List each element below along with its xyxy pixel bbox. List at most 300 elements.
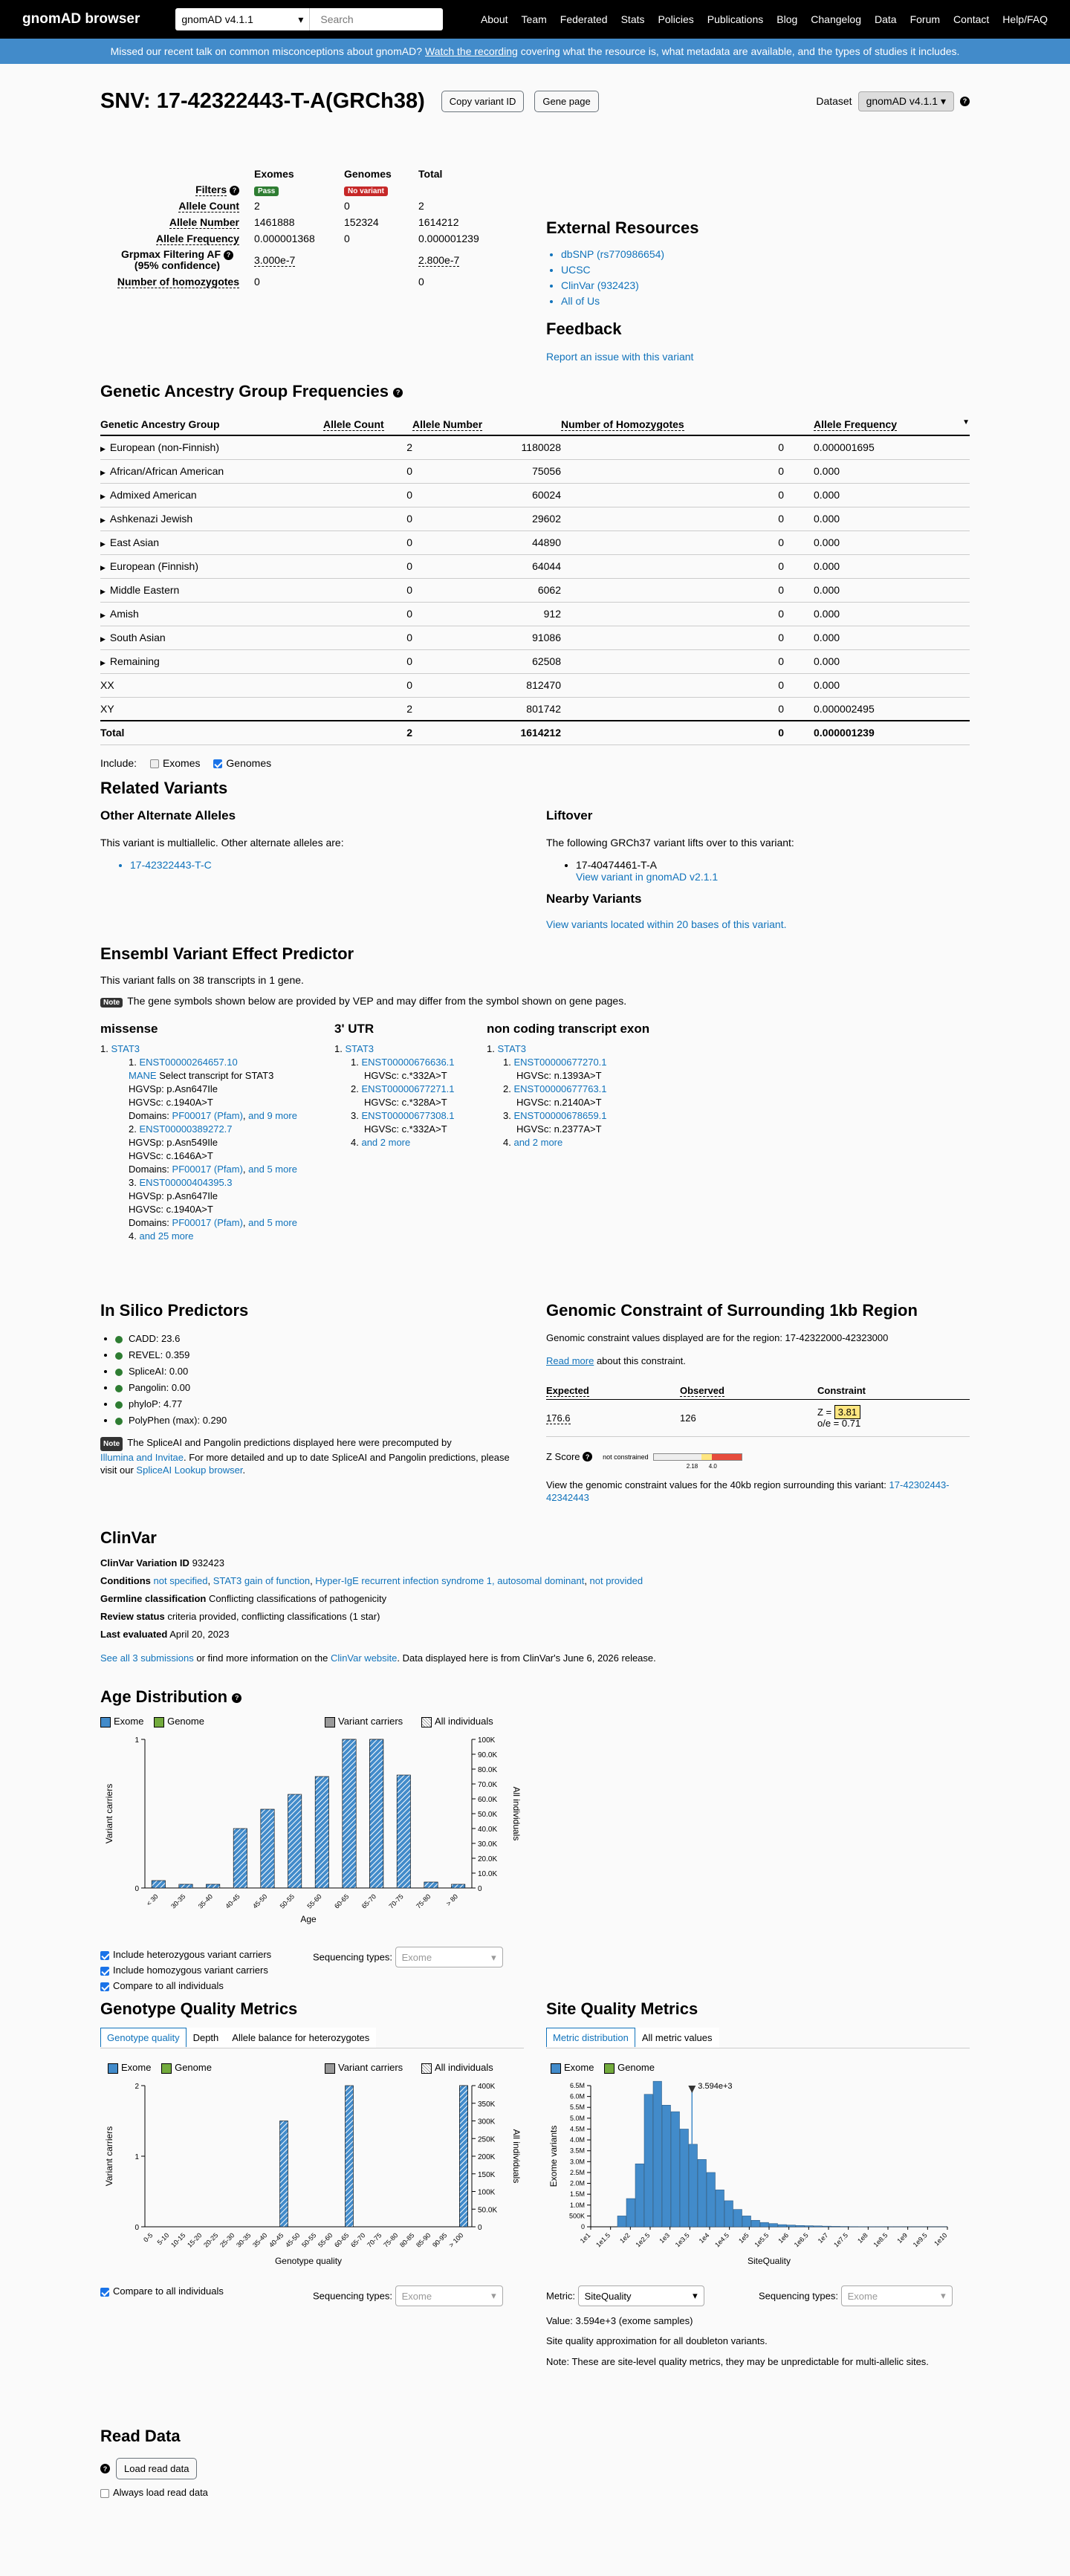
section-title: Feedback <box>546 319 698 339</box>
main-content <box>0 86 1070 2576</box>
cell: 0 <box>561 673 784 697</box>
y2-tick-label: 0 <box>478 2224 482 2232</box>
condition-link[interactable]: not specified <box>154 1575 208 1586</box>
table-row[interactable] <box>100 459 970 483</box>
compare-all-checkbox[interactable] <box>100 2288 109 2297</box>
x-tick-label: 1e1.5 <box>594 2231 612 2248</box>
x-tick-label: 35-40 <box>251 2231 268 2248</box>
expand-caret-icon[interactable]: ▶ <box>100 516 106 524</box>
col-header[interactable]: Allele Frequency <box>814 418 897 431</box>
table-row[interactable] <box>100 578 970 602</box>
help-icon[interactable]: ? <box>100 2464 110 2473</box>
y-tick-label: 2 <box>134 2083 139 2091</box>
vep-section <box>100 944 970 1008</box>
cell: 2 <box>418 198 508 214</box>
gq-chart <box>100 2078 524 2279</box>
x-tick-label: 45-50 <box>251 1892 268 1910</box>
cell: 0 <box>323 602 412 626</box>
y2-tick-label: 40.0K <box>478 1826 497 1834</box>
help-icon[interactable]: ? <box>583 1452 592 1461</box>
x-tick-label: 1e7.5 <box>832 2231 849 2248</box>
y-tick-label: 0 <box>134 2224 139 2232</box>
gene-link[interactable]: STAT3 <box>111 1043 140 1054</box>
transcript-link[interactable]: ENST00000677271.1 <box>361 1083 454 1094</box>
sort-desc-icon[interactable]: ▼ <box>962 418 970 426</box>
announcement-banner: Missed our recent talk on common misconceptions about gnomAD? Watch the recording covering what the resource is, what metadata are available, and the types of studies it includes. <box>0 39 1070 64</box>
exomes-checkbox[interactable] <box>150 759 159 768</box>
cell: 0 <box>323 626 412 649</box>
transcript-link[interactable]: ENST00000404395.3 <box>139 1177 232 1188</box>
z-score-bar: Z Score ? not constrained 2.18 4.0 <box>546 1446 970 1468</box>
section-title: Age Distribution ? <box>100 1687 524 1707</box>
cell: 0.000 <box>784 507 970 531</box>
histogram-bar <box>724 2201 733 2227</box>
y2-tick-label: 300K <box>478 2118 496 2126</box>
condition-link[interactable]: STAT3 gain of function <box>213 1575 310 1586</box>
expand-caret-icon[interactable]: ▶ <box>100 588 106 595</box>
x-tick-label: 1e4.5 <box>713 2231 730 2248</box>
nav-link[interactable]: Forum <box>910 13 940 25</box>
chevron-down-icon: ▾ <box>941 2290 946 2302</box>
expand-caret-icon[interactable]: ▶ <box>100 493 106 500</box>
y2-axis-label: All individuals <box>511 2129 522 2184</box>
x-tick-label: 75-80 <box>382 2231 399 2248</box>
cell: 0.000001368 <box>254 230 344 247</box>
transcript-link[interactable]: ENST00000389272.7 <box>139 1123 232 1135</box>
cell: 0.000 <box>784 626 970 649</box>
nav-link[interactable]: Blog <box>776 13 797 25</box>
metric-note: Note: These are site-level quality metrics, they may be unpredictable for multi-allelic sites. <box>546 2355 970 2369</box>
missense-column: missense 1. STAT3 1. ENST00000264657.10 MANE Select transcript for STAT3 HGVSp: p.Asn647Ile HGVSc: c.1940A>T Domains: PF00017 (Pfam), and 9 more 2. ENST00000389272.7 HGVSp: p.Asn549Ile HGVSc: c.1646A>T Domains: PF00017 (Pfam), and 5 more 3. ENST00000404395.3 HGVSp: p.Asn647Ile HGVSc: c.1940A>T Domains: PF00017 (Pfam), and 5 more 4. and 25 more <box>100 1022 331 1243</box>
y-tick-label: 4.0M <box>570 2136 585 2144</box>
cell: 0 <box>561 721 784 744</box>
all-individuals-bar <box>179 1884 192 1888</box>
predictor-item: • PolyPhen (max): 0.290 <box>115 1412 516 1429</box>
row-label: Number of homozygotes <box>117 276 239 288</box>
all-individuals-bar <box>152 1881 165 1888</box>
carrier-bar <box>460 2086 468 2227</box>
section-title: Genotype Quality Metrics <box>100 1999 524 2019</box>
table-row[interactable] <box>100 602 970 626</box>
cell: 0 <box>323 578 412 602</box>
expand-caret-icon[interactable]: ▶ <box>100 635 106 643</box>
homozygous-checkbox[interactable] <box>100 1967 109 1976</box>
x-tick-label: 50-55 <box>300 2231 317 2248</box>
x-tick-label: 50-55 <box>279 1892 296 1910</box>
cell: 0.000 <box>784 578 970 602</box>
x-tick-label: 60-65 <box>333 2231 350 2248</box>
domain-link[interactable]: PF00017 (Pfam) <box>172 1110 243 1121</box>
nav-link[interactable]: Team <box>522 13 547 25</box>
cell: 0 <box>323 531 412 554</box>
transcript-link[interactable]: ENST00000676636.1 <box>361 1057 454 1068</box>
condition-link[interactable]: Hyper-IgE recurrent infection syndrome 1, autosomal dominant <box>315 1575 584 1586</box>
col-total: Total <box>418 166 508 181</box>
cell: 75056 <box>412 459 561 483</box>
help-icon[interactable]: ? <box>393 388 403 398</box>
cell: ▶ East Asian <box>100 531 323 554</box>
row-label: Allele Number <box>169 216 239 229</box>
x-tick-label: > 80 <box>444 1892 459 1907</box>
x-axis-label: SiteQuality <box>748 2256 791 2266</box>
genomes-checkbox[interactable] <box>213 759 222 768</box>
genome-legend-swatch <box>161 2063 172 2074</box>
col-header[interactable]: Allele Number <box>412 418 482 431</box>
predictor-item: • REVEL: 0.359 <box>115 1347 516 1363</box>
status-dot-icon <box>115 1385 123 1392</box>
cell: 812470 <box>412 673 561 697</box>
domain-link[interactable]: PF00017 (Pfam) <box>172 1164 243 1175</box>
histogram-bar <box>751 2220 760 2227</box>
chevron-down-icon: ▾ <box>491 2290 496 2302</box>
table-row[interactable] <box>100 483 970 507</box>
all-individuals-bar <box>288 1794 302 1888</box>
help-icon[interactable]: ? <box>230 186 239 195</box>
all-individuals-bar <box>261 1809 274 1888</box>
exome-legend-swatch <box>108 2063 118 2074</box>
nav-link[interactable]: Data <box>875 13 897 25</box>
col-header[interactable]: Genetic Ancestry Group <box>100 413 323 435</box>
nav-link[interactable]: Contact <box>953 13 989 25</box>
nav-link[interactable]: Stats <box>621 13 645 25</box>
all-individuals-bar <box>207 1884 220 1888</box>
y-tick-label: 3.0M <box>570 2158 585 2165</box>
help-icon[interactable]: ? <box>224 250 233 260</box>
y-axis-label: Exome variants <box>548 2126 559 2187</box>
watch-recording-link[interactable]: Watch the recording <box>425 45 518 57</box>
tab-metric-distribution[interactable]: Metric distribution <box>546 2028 635 2047</box>
note-tag: Note <box>100 998 123 1008</box>
cell: 2 <box>323 697 412 721</box>
predictor-item: • Pangolin: 0.00 <box>115 1380 516 1396</box>
cell: 0 <box>561 554 784 578</box>
help-icon[interactable]: ? <box>232 1693 241 1703</box>
histogram-bar <box>831 2226 840 2227</box>
predictor-item: • CADD: 23.6 <box>115 1331 516 1347</box>
region-link[interactable]: 17-42302443-42342443 <box>546 1479 950 1503</box>
row-label-sub: (95% confidence) <box>134 259 220 271</box>
search-input[interactable]: Search <box>309 8 443 30</box>
gene-link[interactable]: STAT3 <box>497 1043 526 1054</box>
cell: 0.000 <box>784 602 970 626</box>
cell: 0.000001239 <box>784 721 970 744</box>
cell: 0 <box>561 602 784 626</box>
liftover-text: The following GRCh37 variant lifts over to this variant: <box>546 837 962 849</box>
y-axis-label: Variant carriers <box>104 1784 114 1843</box>
exome-legend-swatch <box>551 2063 561 2074</box>
cell: 0 <box>254 273 344 290</box>
z-score-badge: 3.81 <box>834 1405 860 1419</box>
histogram-bar <box>671 2112 680 2227</box>
cell: 0 <box>344 198 418 214</box>
x-tick-label: 75-80 <box>415 1892 432 1910</box>
cell: 0 <box>323 483 412 507</box>
status-dot-icon <box>115 1401 123 1409</box>
always-load-checkbox[interactable] <box>100 2489 109 2498</box>
copy-variant-id-button[interactable]: Copy variant ID <box>441 91 525 112</box>
related-variants <box>100 779 970 798</box>
table-row[interactable] <box>100 435 970 459</box>
x-tick-label: 65-70 <box>360 1892 377 1910</box>
cell: 60024 <box>412 483 561 507</box>
tab-all-metric-values[interactable]: All metric values <box>635 2028 719 2048</box>
more-link[interactable]: and 9 more <box>248 1110 297 1121</box>
vep-note: The gene symbols shown below are provided by VEP and may differ from the symbol shown on gene pages. <box>127 995 626 1007</box>
clinvar-section: ClinVar ClinVar Variation ID 932423 Conditions not specified, STAT3 gain of function, Hyper-IgE recurrent infection syndrome 1, autosomal dominant, not provided Germline classification Conflicting classifications of pathogenicity Review status criteria provided, conflicting classifications (1 star) Last evaluated April 20, 2023 See all 3 submissions or find more information on the ClinVar website. Data displayed here is from ClinVar's June 6, 2026 release. <box>100 1529 970 1667</box>
cell: ▶ African/African American <box>100 459 323 483</box>
section-title: Genomic Constraint of Surrounding 1kb Region <box>546 1301 970 1320</box>
brand-logo[interactable]: gnomAD browser <box>22 11 140 27</box>
clinvar-link[interactable]: • ClinVar (932423) <box>561 278 698 293</box>
exome-legend-swatch <box>100 1717 111 1727</box>
read-more-link[interactable]: Read more <box>546 1355 594 1366</box>
more-link[interactable]: and 2 more <box>513 1137 562 1148</box>
expand-caret-icon[interactable]: ▶ <box>100 611 106 619</box>
table-row[interactable] <box>100 554 970 578</box>
expand-caret-icon[interactable]: ▶ <box>100 445 106 452</box>
histogram-bar <box>698 2159 707 2227</box>
load-read-data-button[interactable]: Load read data <box>116 2458 197 2479</box>
y2-tick-label: 50.0K <box>478 1811 497 1819</box>
cell: 3.000e-7 <box>254 254 295 267</box>
clinvar-website-link[interactable]: ClinVar website <box>331 1652 397 1664</box>
other-alleles-title: Other Alternate Alleles <box>100 808 516 823</box>
domain-link[interactable]: PF00017 (Pfam) <box>172 1217 243 1228</box>
liftover-link[interactable]: View variant in gnomAD v2.1.1 <box>576 871 962 883</box>
cell: 0 <box>323 649 412 673</box>
x-axis-label: Genotype quality <box>275 2256 342 2266</box>
dataset-dropdown[interactable]: gnomAD v4.1.1 ▾ <box>858 91 954 111</box>
summary-table <box>100 166 508 290</box>
carriers-legend-swatch <box>325 2063 335 2074</box>
cell: 0 <box>323 459 412 483</box>
x-tick-label: 1e3 <box>658 2231 671 2245</box>
chevron-down-icon: ▾ <box>491 1950 496 1965</box>
cell: 0.000002495 <box>784 697 970 721</box>
sequencing-type-select[interactable]: Exome ▾ <box>841 2285 953 2306</box>
chevron-down-icon: ▾ <box>298 13 303 26</box>
status-dot-icon <box>115 1369 123 1376</box>
expand-caret-icon[interactable]: ▶ <box>100 540 106 548</box>
compare-all-checkbox[interactable] <box>100 1982 109 1991</box>
y2-tick-label: 100K <box>478 1736 496 1745</box>
x-tick-label: 80-85 <box>398 2231 415 2248</box>
cell: 0 <box>418 273 508 290</box>
top-nav <box>0 0 1070 39</box>
predictor-item: • phyloP: 4.77 <box>115 1396 516 1412</box>
no-variant-badge: No variant <box>344 186 388 196</box>
y-tick-label: 6.5M <box>570 2082 585 2089</box>
cell: ▶ European (Finnish) <box>100 554 323 578</box>
section-title: Related Variants <box>100 779 970 798</box>
sequencing-type-select[interactable]: Exome ▾ <box>395 1947 503 1967</box>
carrier-bar <box>370 1739 383 1888</box>
nav-link[interactable]: About <box>481 13 508 25</box>
spliceai-lookup-link[interactable]: SpliceAI Lookup browser <box>136 1464 242 1476</box>
x-tick-label: < 30 <box>145 1892 160 1907</box>
metric-description: Site quality approximation for all doubleton variants. <box>546 2335 970 2346</box>
cell: 0 <box>561 483 784 507</box>
cell: ▶ Ashkenazi Jewish <box>100 507 323 531</box>
x-tick-label: 60-65 <box>333 1892 350 1910</box>
ucsc-link[interactable]: • UCSC <box>561 262 698 278</box>
table-row[interactable] <box>100 507 970 531</box>
section-title: Ensembl Variant Effect Predictor <box>100 944 970 964</box>
nav-link[interactable]: Help/FAQ <box>1002 13 1048 25</box>
cell: 0.000 <box>784 531 970 554</box>
pass-badge: Pass <box>254 186 279 196</box>
other-alleles-text: This variant is multiallelic. Other alternate alleles are: <box>100 837 516 849</box>
cell: 2 <box>323 435 412 459</box>
liftover-title: Liftover <box>546 808 962 823</box>
cell: 0.000001239 <box>418 230 508 247</box>
cell: 0 <box>561 626 784 649</box>
x-tick-label: > 100 <box>447 2231 464 2248</box>
y-tick-label: 1 <box>134 2153 139 2161</box>
section-title: Genetic Ancestry Group Frequencies ? <box>100 382 970 401</box>
condition-link[interactable]: not provided <box>590 1575 643 1586</box>
y-tick-label: 4.5M <box>570 2125 585 2132</box>
nav-links <box>481 13 1048 25</box>
transcript-link[interactable]: ENST00000677270.1 <box>513 1057 606 1068</box>
dbsnp-link[interactable]: • dbSNP (rs770986654) <box>561 247 698 262</box>
table-row[interactable] <box>100 649 970 673</box>
predictor-item: • SpliceAI: 0.00 <box>115 1363 516 1380</box>
cell: 0 <box>561 435 784 459</box>
cell: 29602 <box>412 507 561 531</box>
include-controls: Include: Exomes Genomes <box>100 757 970 769</box>
ancestry-table <box>100 413 970 745</box>
submissions-link[interactable]: See all 3 submissions <box>100 1652 194 1664</box>
genome-legend-swatch <box>604 2063 615 2074</box>
transcript-link[interactable]: ENST00000677763.1 <box>513 1083 606 1094</box>
gene-page-button[interactable]: Gene page <box>534 91 598 112</box>
expand-caret-icon[interactable]: ▶ <box>100 564 106 571</box>
y2-tick-label: 60.0K <box>478 1796 497 1804</box>
x-tick-label: 70-75 <box>387 1892 404 1910</box>
x-tick-label: 15-20 <box>186 2231 203 2248</box>
more-link[interactable]: and 5 more <box>248 1217 297 1228</box>
report-issue-link[interactable]: Report an issue with this variant <box>546 351 698 363</box>
tab-allele-balance[interactable]: Allele balance for heterozygotes <box>225 2028 376 2048</box>
all-of-us-link[interactable]: • All of Us <box>561 293 698 309</box>
col-header[interactable]: Number of Homozygotes <box>561 418 684 431</box>
tab-genotype-quality[interactable]: Genotype quality <box>100 2028 187 2047</box>
transcript-link[interactable]: ENST00000678659.1 <box>513 1110 606 1121</box>
x-tick-label: 1e2 <box>618 2231 632 2245</box>
x-tick-label: 1e8 <box>856 2231 869 2245</box>
dataset-select[interactable]: gnomAD v4.1.1 ▾ <box>175 8 309 30</box>
section-title: Read Data <box>100 2427 524 2446</box>
row-label: Allele Frequency <box>156 233 239 245</box>
nav-link[interactable]: Publications <box>707 13 764 25</box>
histogram-bar <box>778 2225 787 2227</box>
row-label: Grpmax Filtering AF <box>121 248 221 260</box>
y-tick-label: 5.0M <box>570 2115 585 2122</box>
illumina-link[interactable]: Illumina and Invitae <box>100 1452 184 1463</box>
y2-tick-label: 150K <box>478 2171 496 2179</box>
y-tick-label: 0 <box>134 1885 139 1893</box>
x-tick-label: 1e9.5 <box>912 2231 929 2248</box>
histogram-bar <box>635 2164 644 2227</box>
y2-tick-label: 50.0K <box>478 2206 497 2214</box>
histogram-bar <box>653 2081 662 2227</box>
age-chart <box>100 1732 524 1940</box>
y2-tick-label: 400K <box>478 2083 496 2091</box>
x-tick-label: 25-30 <box>218 2231 236 2248</box>
table-row[interactable] <box>100 531 970 554</box>
liftover-variant: • 17-40474461-T-A <box>576 859 962 871</box>
nearby-link[interactable]: View variants located within 20 bases of this variant. <box>546 918 962 930</box>
transcript-link[interactable]: ENST00000264657.10 <box>139 1057 237 1068</box>
x-tick-label: 1e8.5 <box>872 2231 889 2248</box>
transcript-link[interactable]: ENST00000677308.1 <box>361 1110 454 1121</box>
y-tick-label: 2.5M <box>570 2169 585 2176</box>
cell: 6062 <box>412 578 561 602</box>
all-individuals-bar <box>346 2086 354 2227</box>
x-tick-label: 1e5.5 <box>753 2231 770 2248</box>
y-axis-label: Variant carriers <box>104 2126 114 2186</box>
noncoding-column: non coding transcript exon 1. STAT3 1. ENST00000677270.1 HGVSc: n.1393A>T 2. ENST00000677763.1 HGVSc: n.2140A>T 3. ENST00000678659.1 HGVSc: n.2377A>T 4. and 2 more <box>487 1022 680 1149</box>
cell: 2.800e-7 <box>418 254 459 267</box>
y-tick-label: 1 <box>134 1736 139 1745</box>
cell: 0.000001695 <box>784 435 970 459</box>
cell: 1614212 <box>412 721 561 744</box>
cell: 2 <box>323 721 412 744</box>
help-icon[interactable]: ? <box>960 97 970 106</box>
cell: 0.000 <box>784 554 970 578</box>
metric-select[interactable]: SiteQuality ▾ <box>578 2285 704 2306</box>
heterozygous-checkbox[interactable] <box>100 1951 109 1960</box>
more-link[interactable]: and 5 more <box>248 1164 297 1175</box>
y2-axis-label: All individuals <box>511 1787 522 1841</box>
cell: ▶ Middle Eastern <box>100 578 323 602</box>
y2-tick-label: 70.0K <box>478 1781 497 1789</box>
cell: ▶ Remaining <box>100 649 323 673</box>
expand-caret-icon[interactable]: ▶ <box>100 659 106 666</box>
mane-link[interactable]: MANE <box>129 1070 157 1081</box>
other-allele-link[interactable]: • 17-42322443-T-C <box>130 859 516 871</box>
histogram-bar <box>823 2226 831 2227</box>
histogram-bar <box>617 2216 626 2227</box>
more-link[interactable]: and 25 more <box>139 1230 193 1242</box>
histogram-bar <box>769 2224 778 2227</box>
nav-link[interactable]: Federated <box>560 13 608 25</box>
histogram-bar <box>733 2210 742 2227</box>
histogram-bar <box>626 2199 635 2227</box>
nav-link[interactable]: Policies <box>658 13 694 25</box>
cell: 0.000 <box>784 483 970 507</box>
nav-link[interactable]: Changelog <box>811 13 861 25</box>
histogram-bar <box>796 2225 805 2227</box>
y2-tick-label: 200K <box>478 2153 496 2161</box>
x-tick-label: 1e2.5 <box>634 2231 651 2248</box>
histogram-bar <box>662 2105 671 2227</box>
expand-caret-icon[interactable]: ▶ <box>100 469 106 476</box>
x-tick-label: 20-25 <box>202 2231 219 2248</box>
more-link[interactable]: and 2 more <box>361 1137 410 1148</box>
cell: ▶ Amish <box>100 602 323 626</box>
cell: 0.000 <box>784 649 970 673</box>
y2-tick-label: 80.0K <box>478 1766 497 1774</box>
table-row[interactable] <box>100 626 970 649</box>
cell: 64044 <box>412 554 561 578</box>
tab-depth[interactable]: Depth <box>187 2028 226 2048</box>
col-header[interactable]: Allele Count <box>323 418 384 431</box>
sequencing-type-select[interactable]: Exome ▾ <box>395 2285 503 2306</box>
gene-link[interactable]: STAT3 <box>345 1043 374 1054</box>
histogram-bar <box>644 2095 653 2227</box>
